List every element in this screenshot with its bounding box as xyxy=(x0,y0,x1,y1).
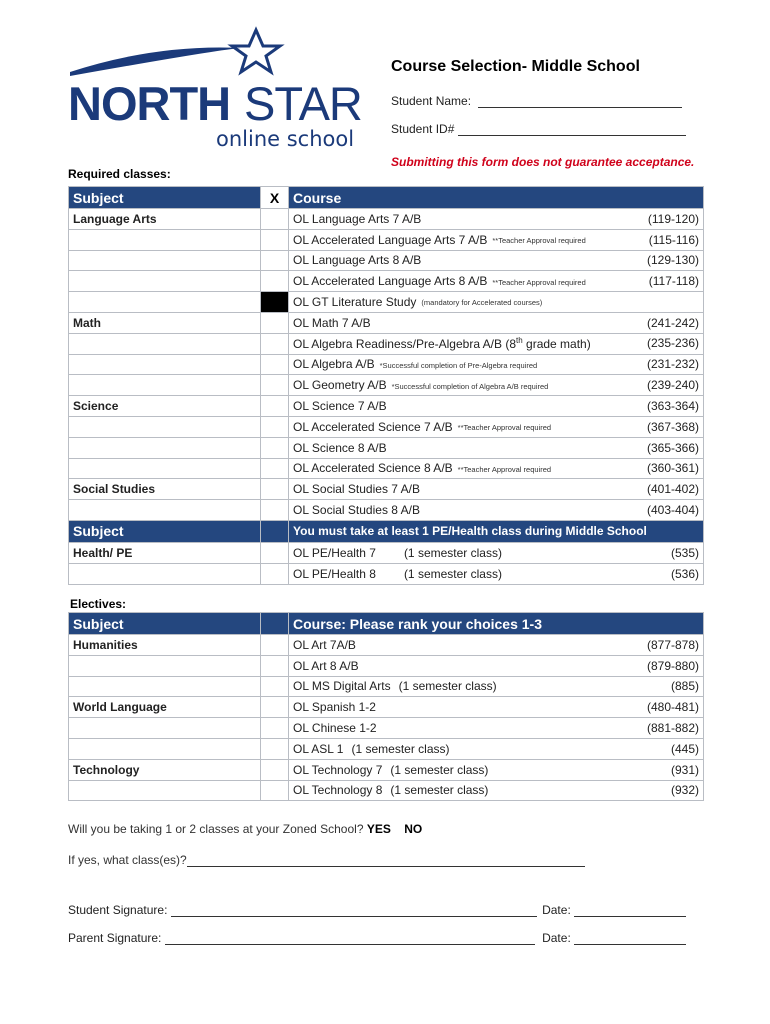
rank-input[interactable] xyxy=(261,676,289,697)
course-name: OL Science 8 A/B xyxy=(293,440,387,455)
student-id-field[interactable] xyxy=(458,125,686,136)
student-date-label: Date: xyxy=(542,903,571,917)
subject-cell xyxy=(69,500,261,521)
subject-cell xyxy=(69,563,261,584)
parent-date-label: Date: xyxy=(542,931,571,945)
electives-header-course: Course: Please rank your choices 1-3 xyxy=(289,613,704,635)
course-name: OL PE/Health 8 xyxy=(293,566,376,581)
student-name-row xyxy=(391,94,721,108)
course-code: (119-120) xyxy=(647,211,699,226)
course-name: OL Spanish 1-2 xyxy=(293,700,376,715)
course-name: OL Algebra A/B xyxy=(293,357,375,372)
course-code: (535) xyxy=(670,545,699,560)
subject-cell: Science xyxy=(69,396,261,417)
no-option[interactable]: NO xyxy=(404,822,423,836)
course-name: OL Social Studies 7 A/B xyxy=(293,482,420,497)
course-code: (115-116) xyxy=(648,232,699,247)
course-name: OL Math 7 A/B xyxy=(293,315,371,330)
pe-header-course: You must take at least 1 PE/Health class during Middle School xyxy=(289,520,704,542)
course-note: (mandatory for Accelerated courses) xyxy=(421,298,543,308)
subject-cell xyxy=(69,416,261,437)
course-name-tail: grade math) xyxy=(522,337,591,352)
course-cell xyxy=(289,759,704,780)
course-code: (367-368) xyxy=(646,419,699,434)
table-row xyxy=(69,209,704,230)
course-code: (365-366) xyxy=(646,440,699,455)
selection-checkbox[interactable] xyxy=(261,250,289,271)
course-code: (360-361) xyxy=(646,461,699,476)
rank-input[interactable] xyxy=(261,759,289,780)
course-name: OL Accelerated Language Arts 8 A/B xyxy=(293,274,488,289)
selection-checkbox[interactable] xyxy=(261,229,289,250)
course-code: (235-236) xyxy=(646,336,699,351)
table-row xyxy=(69,458,704,479)
course-cell xyxy=(289,312,704,333)
course-name: OL Accelerated Science 8 A/B xyxy=(293,461,453,476)
course-cell xyxy=(289,780,704,801)
student-name-field[interactable] xyxy=(478,97,682,108)
header-subject: Subject xyxy=(69,187,261,209)
subject-cell: Math xyxy=(69,312,261,333)
selection-checkbox[interactable] xyxy=(261,312,289,333)
rank-input[interactable] xyxy=(261,635,289,656)
subject-cell xyxy=(69,655,261,676)
table-row xyxy=(69,333,704,354)
subject-cell xyxy=(69,718,261,739)
table-row xyxy=(69,396,704,417)
course-code: (403-404) xyxy=(646,503,699,518)
semester-note: (1 semester class) xyxy=(390,762,489,777)
pe-header-subject: Subject xyxy=(69,520,261,542)
electives-header-x xyxy=(261,613,289,635)
rank-input[interactable] xyxy=(261,655,289,676)
course-cell xyxy=(289,718,704,739)
course-name: OL Algebra Readiness/Pre-Algebra A/B (8 xyxy=(293,337,517,352)
electives-header-subject: Subject xyxy=(69,613,261,635)
selection-checkbox[interactable] xyxy=(261,563,289,584)
selection-checkbox[interactable] xyxy=(261,479,289,500)
course-cell xyxy=(289,396,704,417)
semester-note: (1 semester class) xyxy=(351,741,450,756)
which-classes-row xyxy=(68,853,585,867)
course-code: (129-130) xyxy=(646,253,699,268)
parent-date-field[interactable] xyxy=(574,934,686,945)
table-row xyxy=(69,354,704,375)
course-code: (239-240) xyxy=(646,378,699,393)
course-cell xyxy=(289,738,704,759)
course-code: (241-242) xyxy=(646,315,699,330)
semester-note: (1 semester class) xyxy=(403,566,502,581)
subject-cell: Health/ PE xyxy=(69,542,261,563)
course-cell xyxy=(289,271,704,292)
student-id-label: Student ID# xyxy=(391,122,455,136)
table-row xyxy=(69,271,704,292)
selection-checkbox[interactable] xyxy=(261,375,289,396)
selection-checkbox[interactable] xyxy=(261,416,289,437)
rank-input[interactable] xyxy=(261,697,289,718)
course-cell xyxy=(289,209,704,230)
semester-note: (1 semester class) xyxy=(398,679,497,694)
table-row xyxy=(69,292,704,313)
course-name: OL Technology 8 xyxy=(293,783,383,798)
table-row xyxy=(69,312,704,333)
course-name: OL Geometry A/B xyxy=(293,378,387,393)
course-code: (877-878) xyxy=(646,637,699,652)
subject-cell: Language Arts xyxy=(69,209,261,230)
student-signature-label: Student Signature: xyxy=(68,903,168,917)
subject-cell xyxy=(69,437,261,458)
which-classes-label: If yes, what class(es)? xyxy=(68,853,187,867)
course-name: OL Accelerated Science 7 A/B xyxy=(293,419,453,434)
table-row xyxy=(69,416,704,437)
course-code: (363-364) xyxy=(646,399,699,414)
which-classes-field[interactable] xyxy=(187,856,585,867)
course-cell xyxy=(289,375,704,396)
table-row xyxy=(69,759,704,780)
course-name: OL Art 8 A/B xyxy=(293,658,359,673)
table-row xyxy=(69,697,704,718)
electives-label: Electives: xyxy=(70,597,127,611)
ordinal-suffix: th xyxy=(516,336,523,346)
course-code: (932) xyxy=(670,783,699,798)
course-note: **Teacher Approval required xyxy=(492,277,586,287)
course-name: OL Science 7 A/B xyxy=(293,399,387,414)
semester-note: (1 semester class) xyxy=(403,545,502,560)
table-row xyxy=(69,229,704,250)
subject-cell xyxy=(69,738,261,759)
subject-cell xyxy=(69,354,261,375)
course-code: (231-232) xyxy=(646,357,699,372)
student-date-field[interactable] xyxy=(574,906,686,917)
subject-cell xyxy=(69,292,261,313)
course-cell xyxy=(289,292,704,313)
subject-cell xyxy=(69,780,261,801)
course-note: *Successful completion of Algebra A/B required xyxy=(391,381,549,391)
course-name: OL Art 7A/B xyxy=(293,637,356,652)
student-id-row xyxy=(391,122,721,136)
rank-input[interactable] xyxy=(261,738,289,759)
course-cell xyxy=(289,635,704,656)
table-row xyxy=(69,780,704,801)
parent-signature-field[interactable] xyxy=(165,934,535,945)
course-name: OL Technology 7 xyxy=(293,762,383,777)
course-cell xyxy=(289,333,704,354)
course-name: OL Chinese 1-2 xyxy=(293,721,377,736)
parent-signature-row xyxy=(68,931,686,945)
course-name: OL MS Digital Arts xyxy=(293,679,391,694)
course-cell xyxy=(289,437,704,458)
table-row xyxy=(69,655,704,676)
course-name: OL PE/Health 7 xyxy=(293,545,376,560)
electives-table-header xyxy=(69,613,704,635)
semester-note: (1 semester class) xyxy=(390,783,489,798)
rank-input[interactable] xyxy=(261,718,289,739)
pe-header-x xyxy=(261,520,289,542)
course-name: OL Accelerated Language Arts 7 A/B xyxy=(293,232,488,247)
course-code: (117-118) xyxy=(648,274,699,289)
table-row xyxy=(69,676,704,697)
student-signature-row xyxy=(68,903,686,917)
course-note: **Teacher Approval required xyxy=(492,236,586,246)
course-code: (401-402) xyxy=(646,482,699,497)
electives-table xyxy=(68,612,704,801)
table-row xyxy=(69,542,704,563)
selection-checkbox[interactable] xyxy=(261,209,289,230)
course-name: OL ASL 1 xyxy=(293,741,344,756)
selection-checkbox[interactable] xyxy=(261,271,289,292)
course-cell xyxy=(289,354,704,375)
course-code: (879-880) xyxy=(646,658,699,673)
course-cell xyxy=(289,676,704,697)
table-row xyxy=(69,375,704,396)
course-name: OL Social Studies 8 A/B xyxy=(293,503,420,518)
course-code: (480-481) xyxy=(646,700,699,715)
course-name: OL GT Literature Study xyxy=(293,295,417,310)
logo-word-online-school: online school xyxy=(216,127,355,151)
course-cell xyxy=(289,542,704,563)
subject-cell: Social Studies xyxy=(69,479,261,500)
parent-signature-label: Parent Signature: xyxy=(68,931,162,945)
subject-cell: Technology xyxy=(69,759,261,780)
north-star-logo xyxy=(66,26,366,156)
subject-cell xyxy=(69,375,261,396)
course-code: (445) xyxy=(670,741,699,756)
student-name-label: Student Name: xyxy=(391,94,472,108)
selection-checkbox[interactable] xyxy=(261,333,289,354)
selection-checkbox[interactable] xyxy=(261,542,289,563)
zoned-school-question xyxy=(68,822,422,836)
required-classes-table xyxy=(68,186,704,585)
table-row xyxy=(69,563,704,584)
selection-checkbox[interactable] xyxy=(261,437,289,458)
table-row xyxy=(69,738,704,759)
course-cell xyxy=(289,655,704,676)
subject-cell xyxy=(69,250,261,271)
course-note: *Successful completion of Pre-Algebra required xyxy=(379,360,538,370)
subject-cell xyxy=(69,229,261,250)
form-header xyxy=(391,58,721,136)
selection-checkbox[interactable] xyxy=(261,458,289,479)
course-cell xyxy=(289,697,704,718)
page-title: Course Selection- Middle School xyxy=(391,58,640,75)
acceptance-notice: Submitting this form does not guarantee acceptance. xyxy=(391,155,695,169)
course-cell xyxy=(289,563,704,584)
course-note: **Teacher Approval required xyxy=(457,464,552,474)
course-cell xyxy=(289,250,704,271)
table-row xyxy=(69,718,704,739)
subject-cell: Humanities xyxy=(69,635,261,656)
course-cell xyxy=(289,500,704,521)
required-table-header xyxy=(69,187,704,209)
table-row xyxy=(69,437,704,458)
logo-word-north: NORTH xyxy=(68,77,231,130)
subject-cell xyxy=(69,271,261,292)
subject-cell: World Language xyxy=(69,697,261,718)
course-cell xyxy=(289,229,704,250)
course-cell xyxy=(289,416,704,437)
logo-word-star: STAR xyxy=(244,77,362,130)
table-row xyxy=(69,635,704,656)
selection-checkbox[interactable] xyxy=(261,354,289,375)
course-code: (931) xyxy=(670,762,699,777)
table-row xyxy=(69,250,704,271)
student-signature-field[interactable] xyxy=(171,906,537,917)
table-row xyxy=(69,500,704,521)
course-name: OL Language Arts 8 A/B xyxy=(293,253,422,268)
table-row xyxy=(69,479,704,500)
yes-option[interactable]: YES xyxy=(366,822,391,836)
selection-checkbox[interactable] xyxy=(261,292,289,313)
subject-cell xyxy=(69,333,261,354)
header-course: Course xyxy=(289,187,704,209)
subject-cell xyxy=(69,458,261,479)
header-x: X xyxy=(261,187,289,209)
rank-input[interactable] xyxy=(261,780,289,801)
course-cell xyxy=(289,479,704,500)
subject-cell xyxy=(69,676,261,697)
course-code: (536) xyxy=(670,566,699,581)
zoned-question-text: Will you be taking 1 or 2 classes at your Zoned School? xyxy=(68,822,364,836)
course-note: **Teacher Approval required xyxy=(457,423,552,433)
course-name: OL Language Arts 7 A/B xyxy=(293,211,422,226)
pe-table-header xyxy=(69,520,704,542)
course-cell xyxy=(289,458,704,479)
selection-checkbox[interactable] xyxy=(261,500,289,521)
selection-checkbox[interactable] xyxy=(261,396,289,417)
course-code: (881-882) xyxy=(646,721,699,736)
course-code: (885) xyxy=(670,679,699,694)
required-classes-label: Required classes: xyxy=(68,167,171,181)
